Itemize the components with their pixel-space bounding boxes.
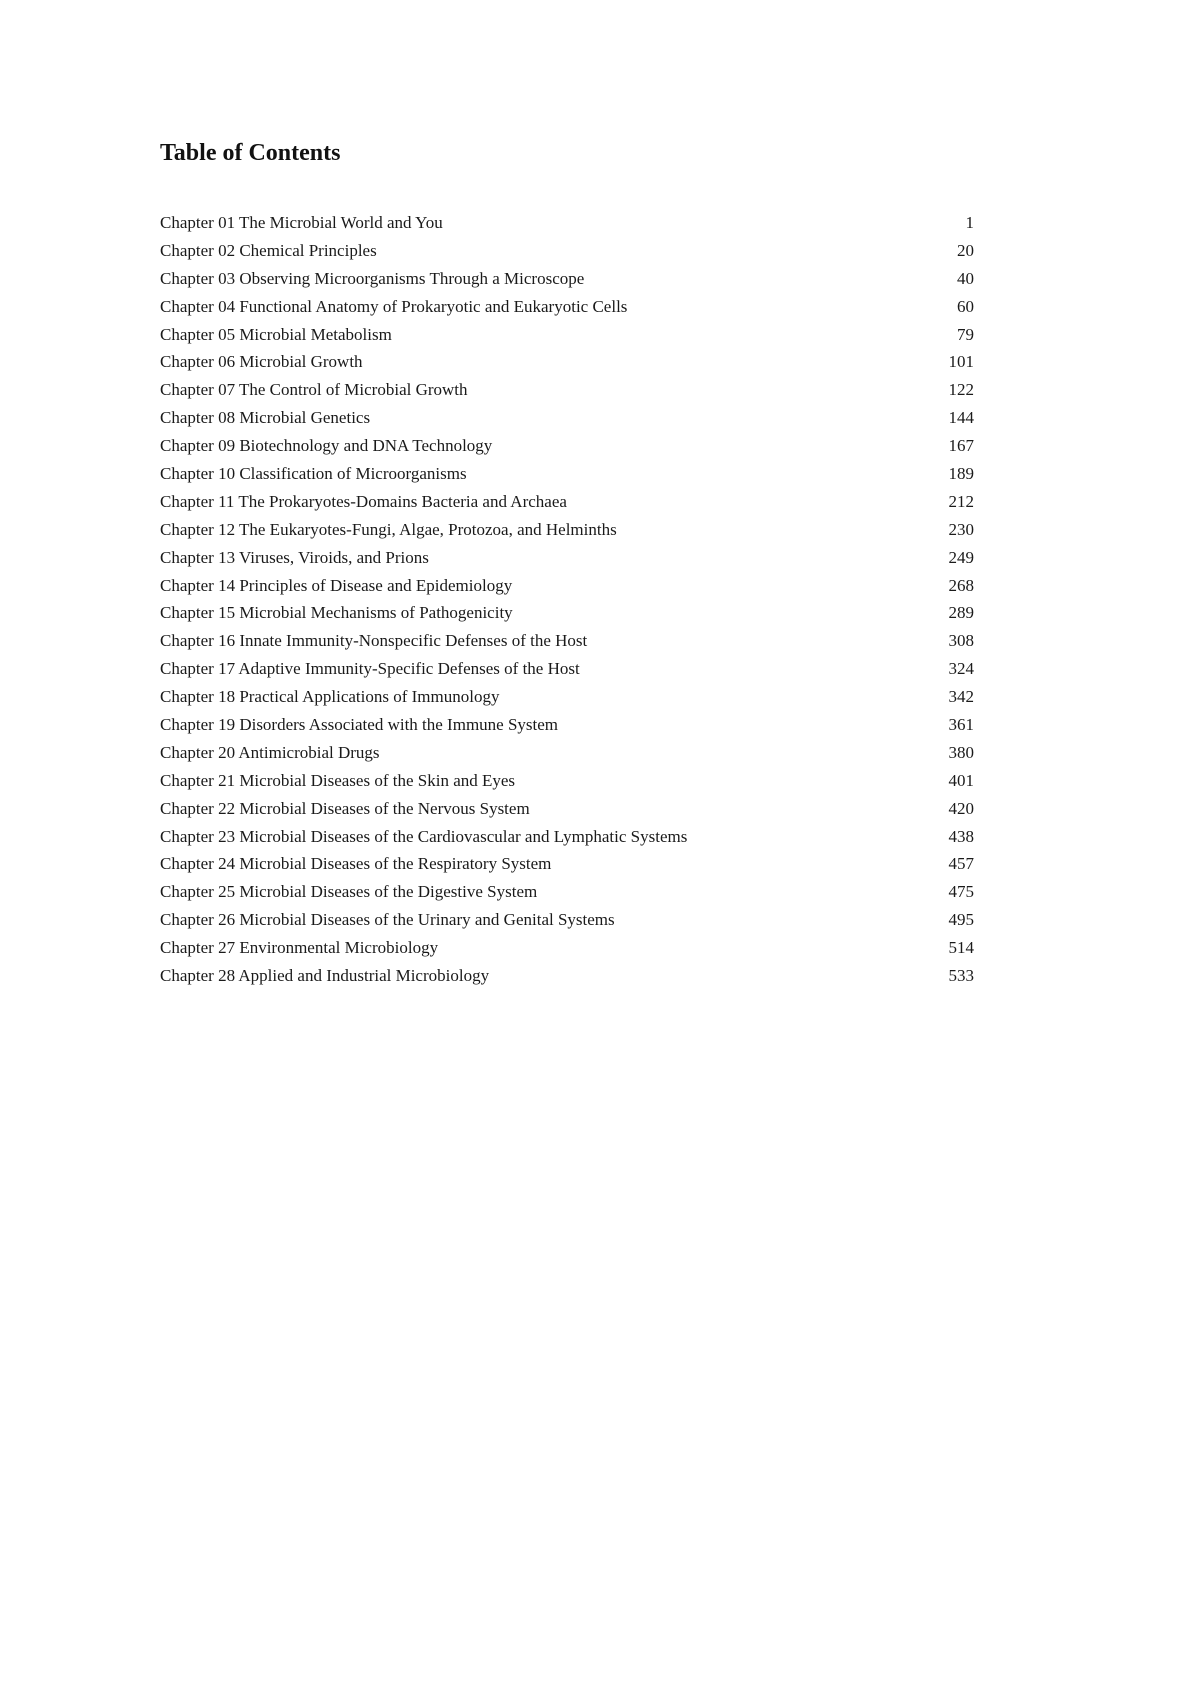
toc-entry (160, 711, 974, 739)
toc-entry-page-number: 438 (948, 826, 974, 846)
toc-entry-page-number: 457 (948, 854, 974, 874)
toc-entry (160, 544, 974, 572)
toc-entry (160, 599, 974, 627)
toc-entry-page-number: 144 (948, 408, 974, 428)
toc-entry-title: Chapter 19 Disorders Associated with the Immune System (160, 715, 559, 735)
toc-entry-title: Chapter 21 Microbial Diseases of the Skin and Eyes (160, 770, 516, 790)
toc-entry-page-number: 230 (948, 519, 974, 539)
toc-entry (160, 934, 974, 962)
toc-entry-page-number: 420 (948, 798, 974, 818)
toc-entry-page-number: 324 (948, 659, 974, 679)
toc-entry-title: Chapter 09 Biotechnology and DNA Technology (160, 436, 493, 456)
toc-entry-title: Chapter 18 Practical Applications of Immunology (160, 687, 500, 707)
toc-entry (160, 739, 974, 767)
toc-entry-title: Chapter 20 Antimicrobial Drugs (160, 742, 380, 762)
toc-entry (160, 655, 974, 683)
toc-entry-page-number: 249 (948, 547, 974, 567)
toc-entry (160, 348, 974, 376)
toc-entry-page-number: 20 (957, 240, 974, 260)
toc-entry-title: Chapter 08 Microbial Genetics (160, 408, 371, 428)
toc-entry-title: Chapter 02 Chemical Principles (160, 240, 377, 260)
toc-entry (160, 683, 974, 711)
toc-entry (160, 823, 974, 851)
toc-entry-title: Chapter 16 Innate Immunity-Nonspecific Defenses of the Host (160, 631, 588, 651)
toc-entry-page-number: 380 (948, 742, 974, 762)
toc-entry-page-number: 308 (948, 631, 974, 651)
toc-entry (160, 850, 974, 878)
toc-entry (160, 376, 974, 404)
toc-entry-title: Chapter 04 Functional Anatomy of Prokaryotic and Eukaryotic Cells (160, 296, 628, 316)
toc-entry (160, 237, 974, 265)
toc-entry-title: Chapter 28 Applied and Industrial Microbiology (160, 966, 490, 986)
toc-entry-page-number: 268 (948, 575, 974, 595)
toc-entry-title: Chapter 13 Viruses, Viroids, and Prions (160, 547, 429, 567)
toc-entry (160, 767, 974, 795)
toc-entry-page-number: 514 (948, 938, 974, 958)
toc-entry-title: Chapter 15 Microbial Mechanisms of Pathogenicity (160, 603, 513, 623)
toc-entry (160, 209, 974, 237)
toc-entry-page-number: 361 (948, 715, 974, 735)
toc-entry (160, 321, 974, 349)
toc-entry-title: Chapter 06 Microbial Growth (160, 352, 363, 372)
toc-entry (160, 516, 974, 544)
toc-entry-title: Chapter 17 Adaptive Immunity-Specific Defenses of the Host (160, 659, 580, 679)
toc-entry-page-number: 495 (948, 910, 974, 930)
page-title: Table of Contents (160, 140, 341, 166)
toc-entry-page-number: 79 (957, 324, 974, 344)
toc-entry-title: Chapter 10 Classification of Microorganisms (160, 464, 467, 484)
toc-entry-page-number: 212 (948, 491, 974, 511)
toc-entry-title: Chapter 26 Microbial Diseases of the Urinary and Genital Systems (160, 910, 615, 930)
toc-entry-title: Chapter 24 Microbial Diseases of the Respiratory System (160, 854, 552, 874)
toc-entry-title: Chapter 05 Microbial Metabolism (160, 324, 392, 344)
toc-entry (160, 404, 974, 432)
toc-entry-title: Chapter 07 The Control of Microbial Growth (160, 380, 468, 400)
toc-entry-page-number: 122 (948, 380, 974, 400)
toc-entry (160, 488, 974, 516)
toc-entry-title: Chapter 23 Microbial Diseases of the Cardiovascular and Lymphatic Systems (160, 826, 688, 846)
toc-entry-title: Chapter 03 Observing Microorganisms Through a Microscope (160, 268, 585, 288)
toc-entry-page-number: 401 (948, 770, 974, 790)
toc-entry-page-number: 342 (948, 687, 974, 707)
toc-entry-page-number: 533 (948, 966, 974, 986)
toc-entry-page-number: 1 (965, 213, 974, 232)
toc-entry (160, 627, 974, 655)
toc-entry-title: Chapter 01 The Microbial World and You (160, 213, 443, 232)
toc-entry-page-number: 189 (948, 464, 974, 484)
toc-entry-page-number: 289 (948, 603, 974, 623)
toc-entry (160, 293, 974, 321)
toc-entry-title: Chapter 12 The Eukaryotes-Fungi, Algae, Protozoa, and Helminths (160, 519, 617, 539)
toc-entry (160, 432, 974, 460)
toc-entry-title: Chapter 11 The Prokaryotes-Domains Bacteria and Archaea (160, 491, 567, 511)
toc-entry-title: Chapter 14 Principles of Disease and Epidemiology (160, 575, 513, 595)
toc-entry (160, 460, 974, 488)
table-of-contents-list (160, 209, 974, 990)
toc-entry-page-number: 60 (957, 296, 974, 316)
toc-entry-page-number: 40 (957, 268, 974, 288)
toc-entry-title: Chapter 22 Microbial Diseases of the Nervous System (160, 798, 530, 818)
toc-entry (160, 906, 974, 934)
toc-entry (160, 572, 974, 600)
toc-entry (160, 265, 974, 293)
toc-entry (160, 878, 974, 906)
toc-entry (160, 962, 974, 990)
toc-entry-page-number: 167 (948, 436, 974, 456)
toc-entry-page-number: 101 (948, 352, 974, 372)
toc-entry (160, 795, 974, 823)
toc-entry-title: Chapter 25 Microbial Diseases of the Digestive System (160, 882, 538, 902)
toc-entry-title: Chapter 27 Environmental Microbiology (160, 938, 439, 958)
toc-entry-page-number: 475 (948, 882, 974, 902)
